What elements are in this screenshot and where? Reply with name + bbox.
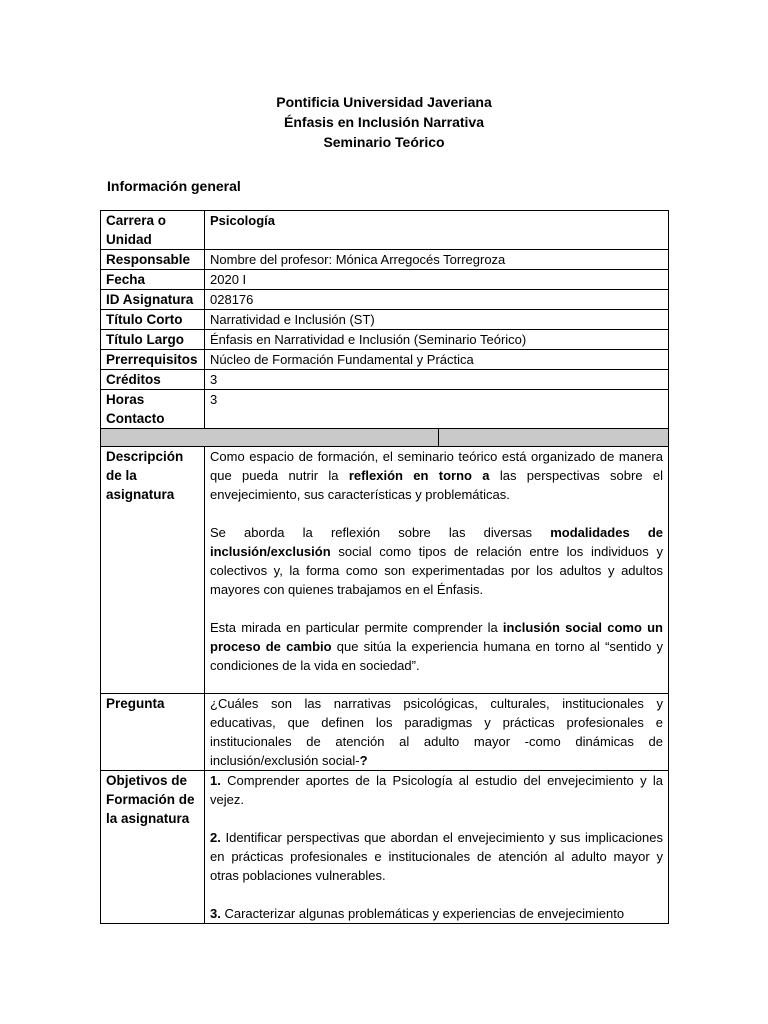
value-descripcion (205, 447, 669, 694)
value-objetivos (205, 771, 669, 924)
label-responsable: Responsable (101, 250, 205, 270)
row-objetivos (101, 771, 669, 924)
row-titulo-largo (101, 330, 669, 350)
emphasis-name: Énfasis en Inclusión Narrativa (284, 114, 484, 130)
label-creditos: Créditos (101, 370, 205, 390)
label-fecha: Fecha (101, 270, 205, 290)
row-carrera (101, 211, 669, 250)
objetivo-1: 1. Comprender aportes de la Psicología al estudio del envejecimiento y la vejez. (210, 773, 663, 807)
label-titulo-largo: Título Largo (101, 330, 205, 350)
separator-cell (101, 429, 439, 447)
descripcion-paragraph-1: Como espacio de formación, el seminario teórico está organizado de manera que pueda nutrir la reflexión en torno a las perspectivas sobre el envejecimiento, sus características y problemáticas. (210, 449, 663, 502)
row-creditos (101, 370, 669, 390)
value-pregunta: ¿Cuáles son las narrativas psicológicas, culturales, institucionales y educativas, que definen los paradigmas y prácticas profesionales e institucionales de atención al adulto mayor -como dinámicas de inclusión/exclusión social-? (205, 694, 669, 771)
objetivo-2: 2. Identificar perspectivas que abordan el envejecimiento y sus implicaciones en prácticas profesionales e institucionales de atención al adulto mayor y otras poblaciones vulnerables. (210, 830, 663, 883)
row-prerrequisitos (101, 350, 669, 370)
row-horas (101, 390, 669, 429)
document-header (0, 92, 768, 152)
label-prerrequisitos: Prerrequisitos (101, 350, 205, 370)
row-fecha (101, 270, 669, 290)
value-titulo-corto: Narratividad e Inclusión (ST) (205, 310, 669, 330)
section-title: Información general (107, 178, 241, 194)
descripcion-paragraph-2: Se aborda la reflexión sobre las diversas modalidades de inclusión/exclusión social como tipos de relación entre los individuos y colectivos y, la forma como son experimentadas por los adultos y adultos mayores con quienes trabajamos en el Énfasis. (210, 525, 664, 597)
value-fecha: 2020 I (205, 270, 669, 290)
row-id (101, 290, 669, 310)
separator-cell (439, 429, 669, 447)
value-creditos: 3 (205, 370, 669, 390)
row-separator (101, 429, 669, 447)
label-objetivos: Objetivos de Formación de la asignatura (101, 771, 205, 924)
seminar-name: Seminario Teórico (323, 134, 445, 150)
row-descripcion (101, 447, 669, 694)
general-info-table (100, 210, 669, 924)
row-pregunta (101, 694, 669, 771)
value-carrera: Psicología (205, 211, 669, 250)
label-horas: Horas Contacto (101, 390, 205, 429)
value-prerrequisitos: Núcleo de Formación Fundamental y Práctica (205, 350, 669, 370)
value-titulo-largo: Énfasis en Narratividad e Inclusión (Seminario Teórico) (205, 330, 669, 350)
descripcion-paragraph-3: Esta mirada en particular permite comprender la inclusión social como un proceso de cambio que sitúa la experiencia humana en torno al “sentido y condiciones de la vida en sociedad”. (210, 620, 664, 673)
row-titulo-corto (101, 310, 669, 330)
university-name: Pontificia Universidad Javeriana (276, 94, 492, 110)
row-responsable (101, 250, 669, 270)
label-carrera: Carrera o Unidad (101, 211, 205, 250)
label-pregunta: Pregunta (101, 694, 205, 771)
label-id: ID Asignatura (101, 290, 205, 310)
value-id: 028176 (205, 290, 669, 310)
value-responsable: Nombre del profesor: Mónica Arregocés Torregroza (205, 250, 669, 270)
objetivo-3: 3. Caracterizar algunas problemáticas y experiencias de envejecimiento (210, 906, 625, 921)
label-descripcion: Descripción de la asignatura (101, 447, 205, 694)
label-titulo-corto: Título Corto (101, 310, 205, 330)
value-horas: 3 (205, 390, 669, 429)
